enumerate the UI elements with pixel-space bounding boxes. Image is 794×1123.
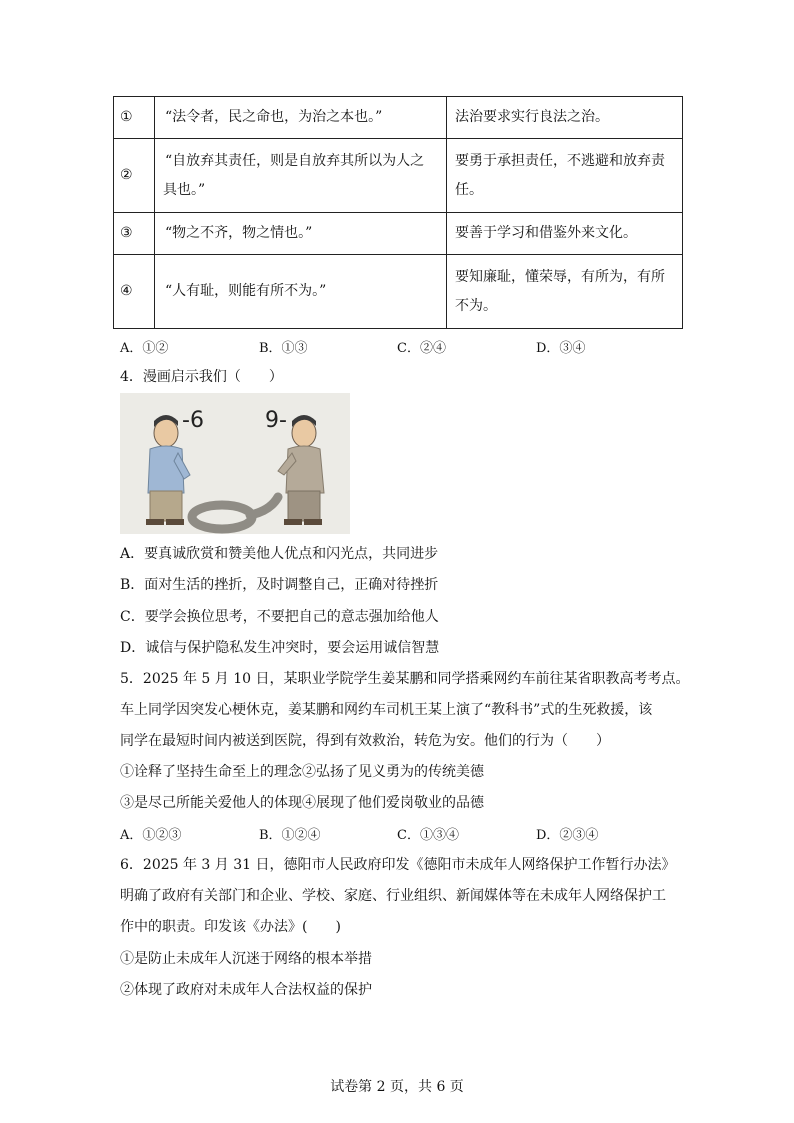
q3-row-meaning xyxy=(447,97,683,139)
q3-option-b: B．①③ xyxy=(259,341,308,356)
q3-table-row xyxy=(114,139,683,213)
q3-table-row xyxy=(114,97,683,139)
q6-statement-2: ②体现了政府对未成年人合法权益的保护 xyxy=(120,982,372,998)
q3-row-quote xyxy=(155,97,447,139)
q5-statement-2: ③是尽己所能关爱他人的体现④展现了他们爱岗敬业的品德 xyxy=(120,795,484,811)
q3-quote-line: “法令者，民之命也，为治之本也。” xyxy=(165,109,383,125)
q3-row-meaning xyxy=(447,139,683,213)
q3-meaning-line: 任。 xyxy=(455,181,483,198)
q3-quote-line: “人有耻，则能有所不为。” xyxy=(165,283,327,299)
q5-stem-line-1: 5．2025 年 5 月 10 日，某职业学院学生姜某鹏和同学搭乘网约车前往某省职教高考考点。 xyxy=(120,671,690,687)
q4-option-c: C．要学会换位思考，不要把自己的意志强加给他人 xyxy=(120,609,439,625)
q3-row-number: ① xyxy=(114,97,155,139)
q3-meaning-line: 法治要求实行良法之治。 xyxy=(455,109,609,125)
q3-meaning-line: 要善于学习和借鉴外来文化。 xyxy=(455,225,637,241)
q4-option-a: A．要真诚欣赏和赞美他人优点和闪光点，共同进步 xyxy=(120,546,439,562)
q3-options xyxy=(120,337,680,357)
q5-statement-1: ①诠释了坚持生命至上的理念②弘扬了见义勇为的传统美德 xyxy=(120,764,484,780)
page-footer: 试卷第 2 页，共 6 页 xyxy=(330,1079,464,1095)
q3-meaning-line: 要勇于承担责任，不逃避和放弃责 xyxy=(455,152,665,169)
q6-stem-line-2: 明确了政府有关部门和企业、学校、家庭、行业组织、新闻媒体等在未成年人网络保护工 xyxy=(120,888,666,904)
q3-meaning-line: 不为。 xyxy=(455,297,497,314)
q4-option-b: B．面对生活的挫折，及时调整自己，正确对待挫折 xyxy=(120,577,439,593)
q5-option-d: D．②③④ xyxy=(536,828,599,843)
q6-stem-line-1: 6．2025 年 3 月 31 日，德阳市人民政府印发《德阳市未成年人网络保护工作暂行办法》 xyxy=(120,857,676,873)
q3-row-number: ④ xyxy=(114,255,155,329)
q5-option-b: B．①②④ xyxy=(259,828,321,843)
q5-options xyxy=(120,824,680,844)
q3-option-d: D．③④ xyxy=(536,341,586,356)
q3-table xyxy=(113,96,683,329)
q3-row-quote xyxy=(155,139,447,213)
q5-option-a: A．①②③ xyxy=(120,828,182,843)
comic-label-right: 9- xyxy=(265,408,287,433)
q3-row-meaning xyxy=(447,213,683,255)
q3-meaning-line: 要知廉耻，懂荣辱，有所为，有所 xyxy=(455,268,665,285)
q3-row-meaning xyxy=(447,255,683,329)
q3-row-number: ③ xyxy=(114,213,155,255)
q3-quote-line: “物之不齐，物之情也。” xyxy=(165,225,313,241)
q3-row-quote xyxy=(155,255,447,329)
q3-quote-line: “自放弃其责任，则是自放弃其所以为人之 xyxy=(165,152,425,169)
q3-table-row xyxy=(114,213,683,255)
q6-stem-line-3: 作中的职责。印发该《办法》( ) xyxy=(120,919,341,935)
q3-row-quote xyxy=(155,213,447,255)
q3-table-row xyxy=(114,255,683,329)
comic-image xyxy=(120,393,350,534)
q3-row-number: ② xyxy=(114,139,155,213)
q4-option-d: D．诚信与保护隐私发生冲突时，要会运用诚信智慧 xyxy=(120,640,440,656)
comic-label-left: -6 xyxy=(182,408,204,433)
q3-option-a: A．①② xyxy=(120,341,169,356)
q4-stem: 4．漫画启示我们（ ） xyxy=(120,369,283,385)
q3-quote-line: 具也。” xyxy=(163,181,206,198)
q3-option-c: C．②④ xyxy=(397,341,446,356)
q6-statement-1: ①是防止未成年人沉迷于网络的根本举措 xyxy=(120,951,372,967)
q5-stem-line-3: 同学在最短时间内被送到医院，得到有效救治，转危为安。他们的行为（ ） xyxy=(120,733,610,749)
q5-stem-line-2: 车上同学因突发心梗休克，姜某鹏和网约车司机王某上演了“教科书”式的生死救援，该 xyxy=(120,702,653,718)
q5-option-c: C．①③④ xyxy=(397,828,459,843)
